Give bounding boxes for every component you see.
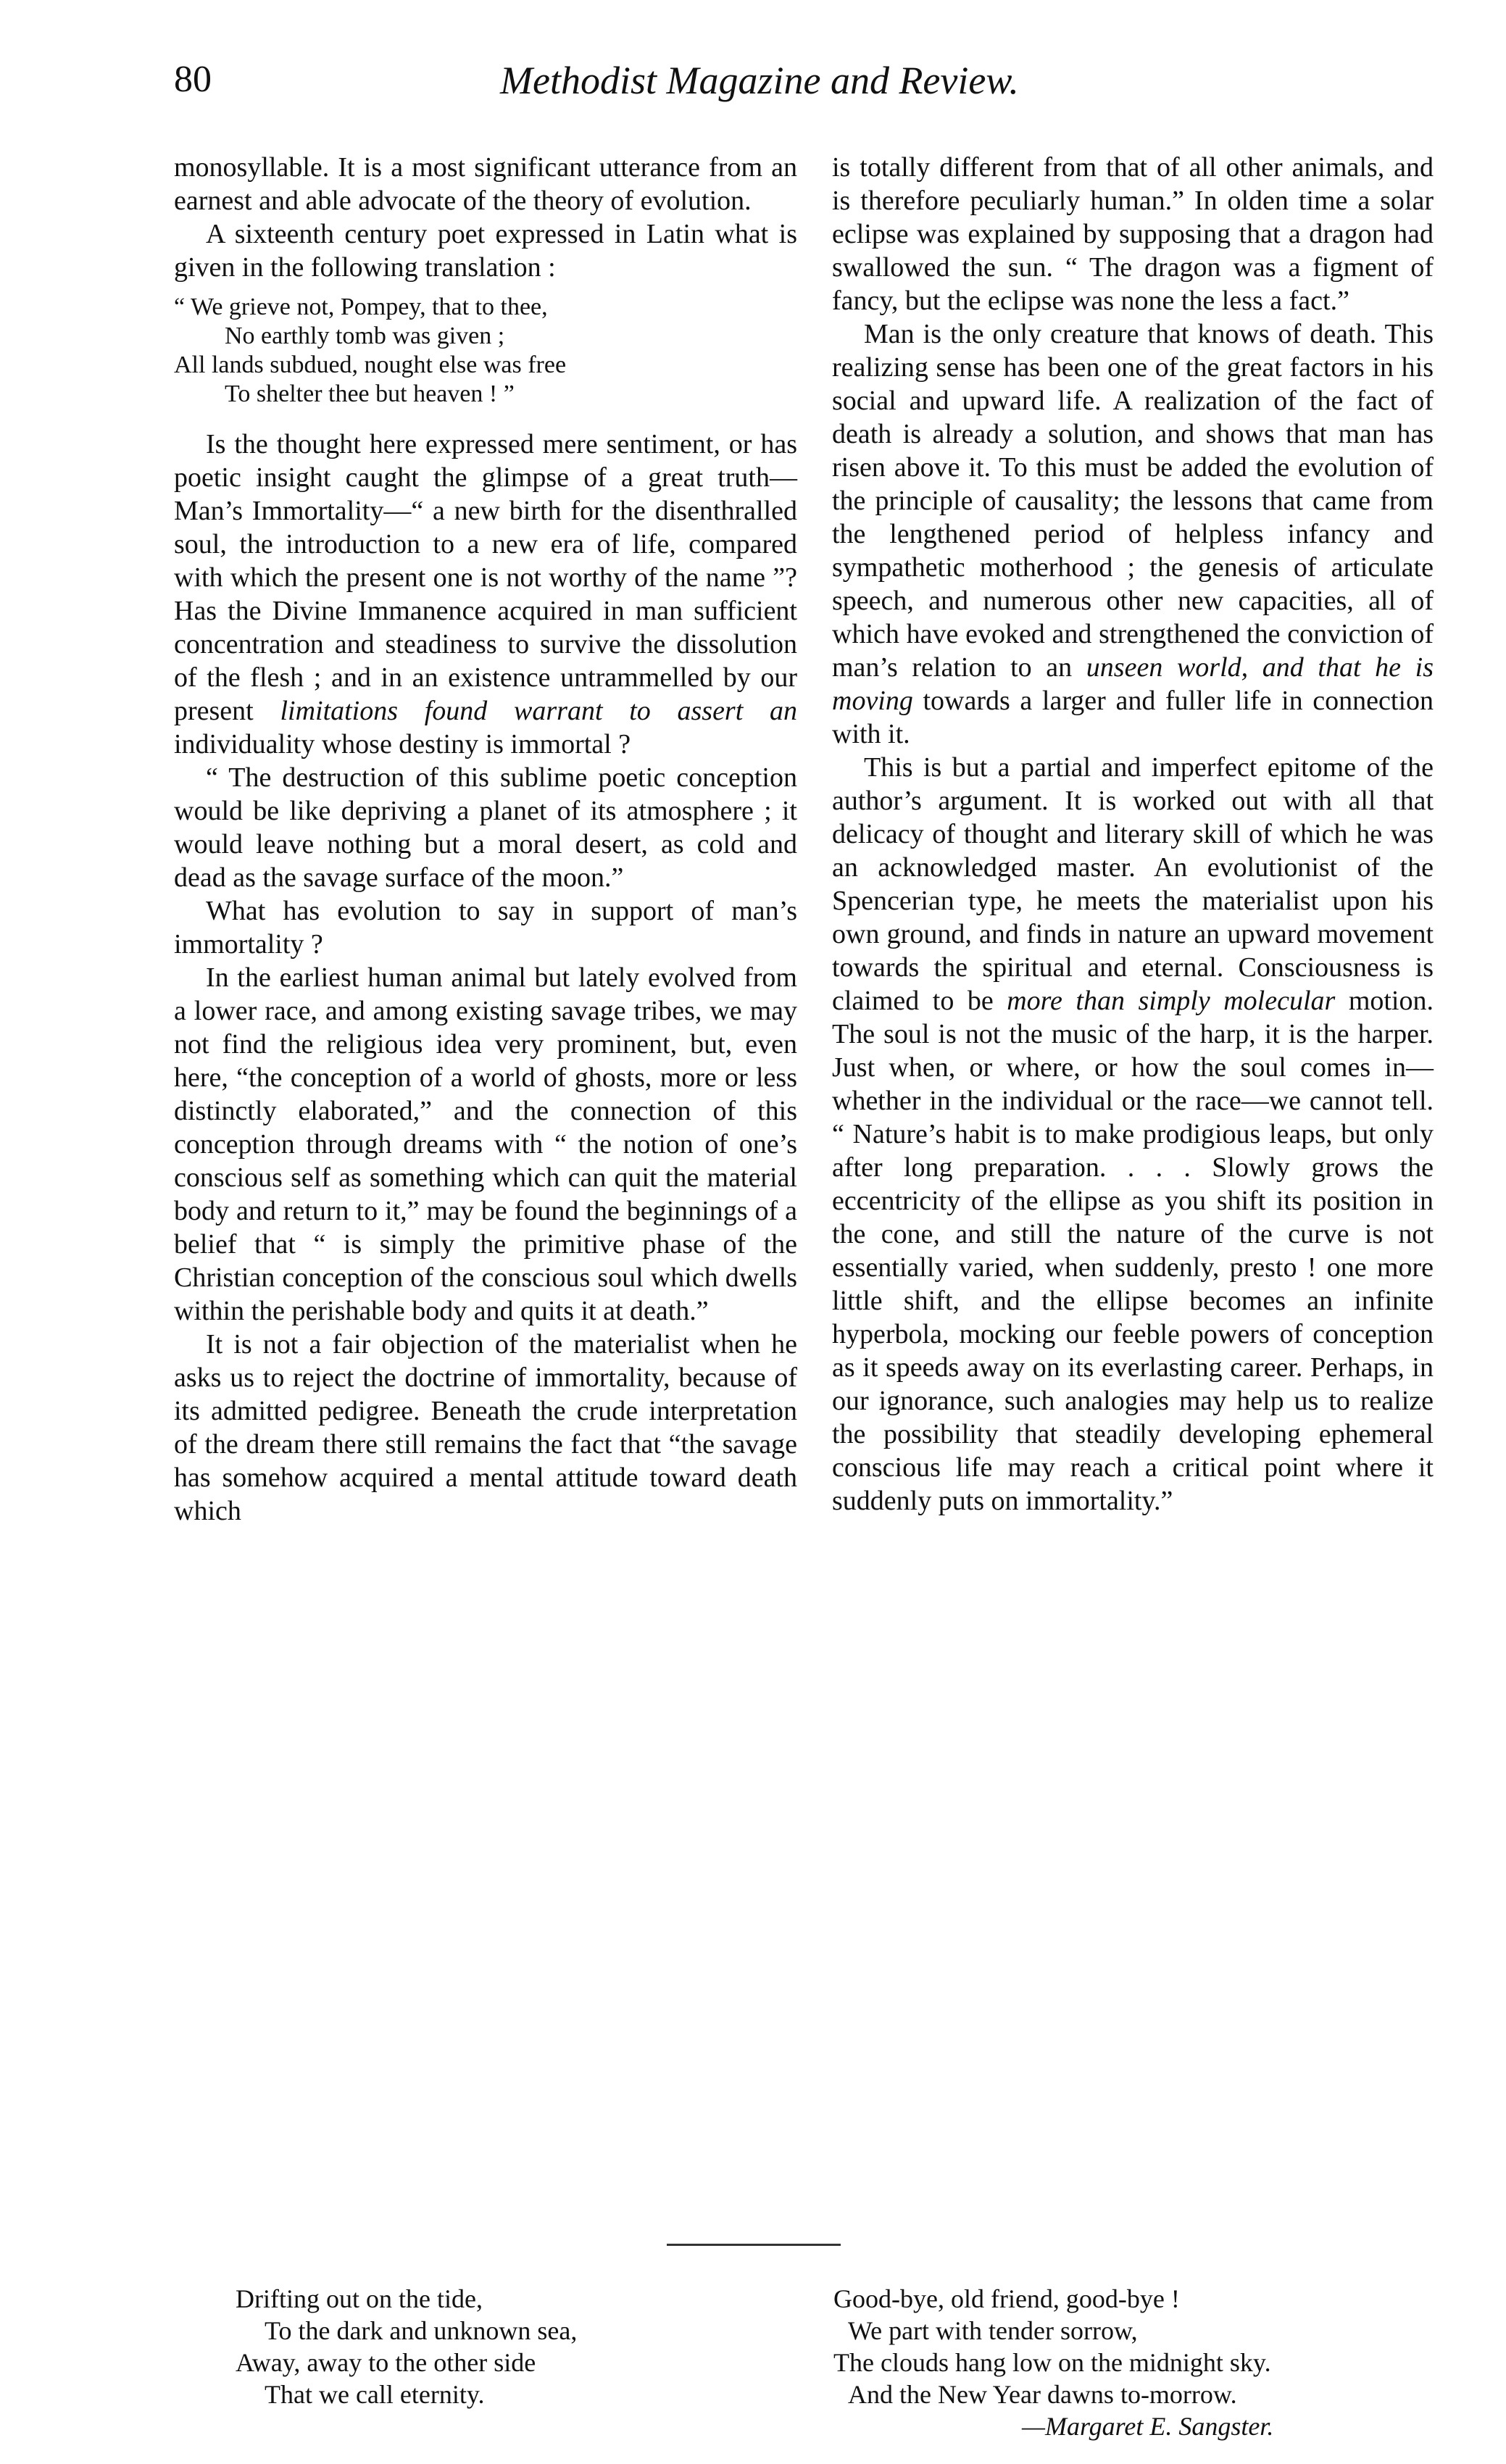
emphasis-text: limitations found warrant to assert an [280, 696, 797, 726]
poem-line: Drifting out on the tide, [236, 2284, 483, 2313]
paragraph [832, 317, 1434, 751]
poem-line: Away, away to the other side [236, 2348, 536, 2377]
emphasis-text: more than simply molecular [1007, 986, 1336, 1016]
paragraph-text: motion. The soul is not the music of the harp, it is the harper. Just when, or where, or how the soul comes in—whether in the individual or the race—we cannot tell. “ Nature’s habit is to make prodigious leaps, but only after long preparation. . . . Slowly grows the eccentricity of the ellipse as you shift its position in the cone, and still the nature of the curve is not essentially varied, when suddenly, presto ! one more little shift, and the ellipse becomes an infinite hyperbola, mocking our feeble powers of conception as it speeds away on its everlasting career. Perhaps, in our ignorance, such analogies may help us to realize the possibility that steadily developing ephemeral conscious life may reach a critical point where it suddenly puts on immortality.” [832, 986, 1434, 1516]
verse-line: No earthly tomb was given ; [225, 322, 505, 349]
poem-line: To the dark and unknown sea, [265, 2316, 578, 2345]
right-column [832, 151, 1434, 1518]
poem-line: That we call eternity. [265, 2380, 485, 2409]
paragraph: It is not a fair objection of the materialist when he asks us to reject the doctrine of immortality, because of its admitted pedigree. Beneath the crude interpretation of the dream there still remains the fact that “the savage has somehow acquired a mental attitude toward death which [174, 1329, 797, 1526]
poem-line: We part with tender sorrow, [848, 2316, 1138, 2345]
paragraph: A sixteenth century poet expressed in Latin what is given in the following translation : [174, 219, 797, 283]
page-header [167, 58, 1457, 116]
paragraph [174, 428, 797, 761]
paragraph: is totally different from that of all other animals, and is therefore peculiarly human.” In olden time a solar eclipse was explained by supposing that a dragon had swallowed the sun. “ The dragon was a figment of fancy, but the eclipse was none the less a fact.” [832, 152, 1434, 316]
paragraph: “ The destruction of this sublime poetic conception would be like depriving a planet of its atmosphere ; it would leave nothing but a moral desert, as cold and dead as the savage surface of the moon.” [174, 762, 797, 893]
verse-line: All lands subdued, nought else was free [174, 351, 567, 378]
section-divider [667, 2244, 841, 2246]
poem-attribution: —Margaret E. Sangster. [1022, 2412, 1274, 2441]
paragraph-text: Man is the only creature that knows of death. This realizing sense has been one of the great factors in his social and upward life. A realization of the fact of death is already a solution, and shows that man has risen above it. To this must be added the evolution of the principle of causality; the lessons that came from the lengthened period of helpless infancy and sympathetic motherhood ; the genesis of articulate speech, and numerous other new capacities, all of which have evoked and strengthened the conviction of man’s relation to an [832, 319, 1434, 683]
paragraph: monosyllable. It is a most significant utterance from an earnest and able advocate of the theory of evolution. [174, 152, 797, 216]
paragraph-text: individuality whose destiny is immortal ? [174, 729, 631, 759]
paragraph [832, 751, 1434, 1518]
poem-line: And the New Year dawns to-morrow. [848, 2380, 1237, 2409]
verse-line: To shelter thee but heaven ! ” [225, 380, 515, 407]
verse-line: “ We grieve not, Pompey, that to thee, [174, 294, 548, 320]
poem-left-stanza [236, 2283, 743, 2410]
left-column [174, 151, 797, 1528]
emphasis-text: unseen world, and that he is moving [832, 652, 1434, 716]
paragraph: What has evolution to say in support of man’s immortality ? [174, 896, 797, 960]
paragraph-text: towards a larger and fuller life in connection with it. [832, 686, 1434, 749]
paragraph-text: This is but a partial and imperfect epitome of the author’s argument. It is worked out with all that delicacy of thought and literary skill of which he was an acknowledged master. An evolutionist of the Spencerian type, he meets the materialist upon his own ground, and finds in nature an upward movement towards the spiritual and eternal. Consciousness is claimed to be [832, 752, 1434, 1016]
page-number: 80 [174, 59, 212, 100]
poem-right-stanza [833, 2283, 1449, 2442]
paragraph: In the earliest human animal but lately evolved from a lower race, and among existing savage tribes, we may not find the religious idea very prominent, but, even here, “the conception of a world of ghosts, more or less distinctly elaborated,” and the connection of this conception through dreams with “ the notion of one’s conscious self as something which can quit the material body and return to it,” may be found the beginnings of a belief that “ is simply the primitive phase of the Christian conception of the conscious soul which dwells within the perishable body and quits it at death.” [174, 962, 797, 1326]
paragraph-text: Is the thought here expressed mere sentiment, or has poetic insight caught the glimpse of a great truth—Man’s Immortality—“ a new birth for the disenthralled soul, the introduction to a new era of life, compared with which the present one is not worthy of the name ”? Has the Divine Immanence acquired in man sufficient concentration and steadiness to survive the dissolution of the flesh ; and in an existence untrammelled by our present [174, 429, 797, 726]
poem-line: Good-bye, old friend, good-bye ! [833, 2284, 1180, 2313]
running-title: Methodist Magazine and Review. [500, 59, 1019, 102]
latin-verse-translation [174, 293, 797, 409]
poem-line: The clouds hang low on the midnight sky. [833, 2348, 1271, 2377]
